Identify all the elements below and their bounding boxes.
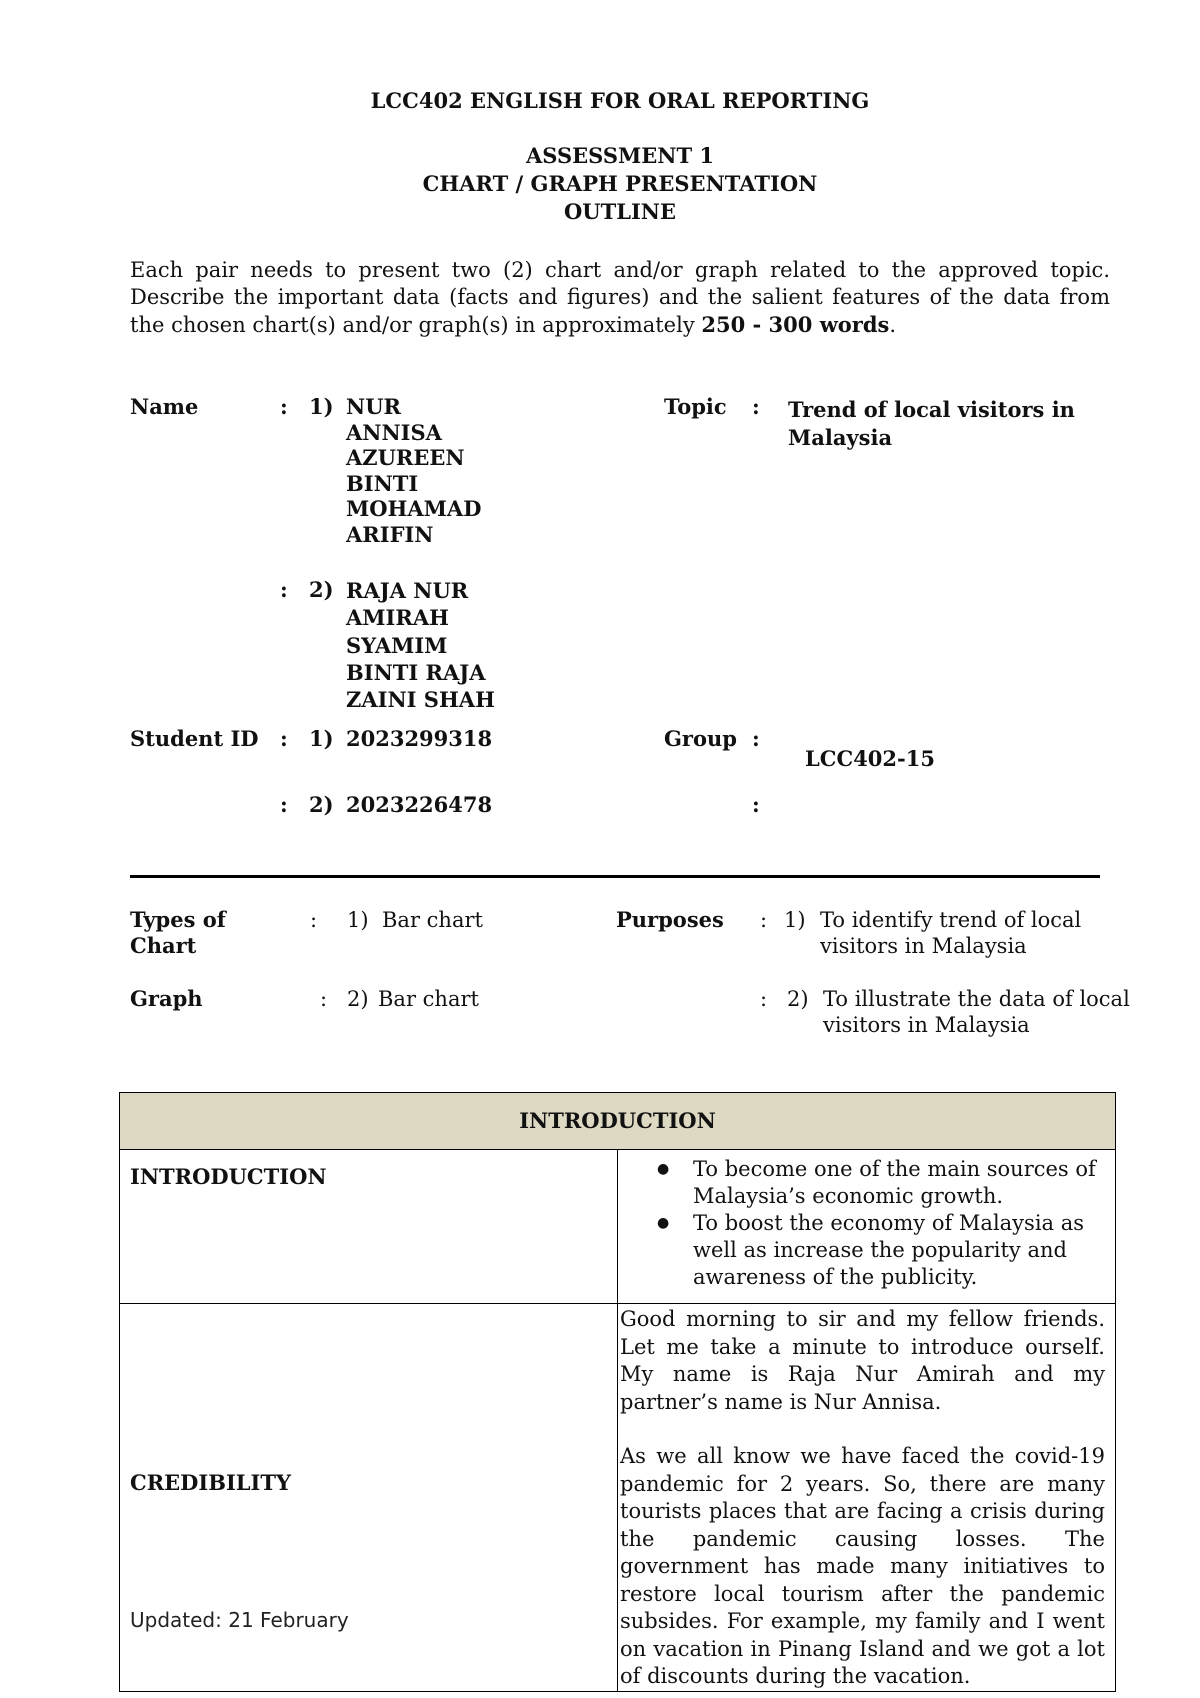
footer-updated: Updated: 21 February: [130, 1608, 349, 1632]
paragraph-spacer: [620, 1416, 1105, 1443]
student-id-2: 2023226478: [346, 792, 493, 817]
topic-colon: :: [752, 394, 760, 419]
name-colon-1: :: [280, 394, 288, 419]
name1-line: AZUREEN: [346, 445, 465, 471]
purpose2-line: To illustrate the data of local: [823, 987, 1130, 1011]
name1-line: ARIFIN: [346, 521, 434, 547]
name1-line: NUR: [346, 394, 401, 419]
table-heading: INTRODUCTION: [120, 1093, 1116, 1150]
name2-line: ZAINI SHAH: [346, 687, 495, 713]
student-name-1: [346, 394, 481, 548]
chart-type-1: Bar chart: [382, 908, 483, 932]
topic-line: Malaysia: [788, 425, 893, 450]
types-line: Types of: [130, 907, 226, 932]
chart-type-2: Bar chart: [378, 987, 479, 1011]
name2-line: AMIRAH: [346, 605, 449, 631]
introduction-points: [618, 1150, 1115, 1303]
purposes-colon-1: :: [760, 908, 768, 932]
name1-line: BINTI: [346, 470, 419, 496]
list-item: ● To boost the economy of Malaysia as well as increase the popularity and awareness of the publicity.: [693, 1210, 1105, 1291]
id-colon-1: :: [280, 726, 288, 751]
student-name-2: [346, 577, 495, 713]
graph-colon: :: [320, 987, 328, 1011]
presentation-subtitle: CHART / GRAPH PRESENTATION: [422, 171, 818, 196]
credibility-paragraph-1: Good morning to sir and my fellow friends. Let me take a minute to introduce ourself. My name is Raja Nur Amirah and my partner’s name is Nur Annisa.: [620, 1307, 1105, 1414]
name-number-2: 2): [309, 577, 334, 602]
instructions-text: Each pair needs to present two (2) chart and/or graph related to the approved topic. Describe the important data (facts and figures) and the salient features of the data from the chosen chart(s) and/or graph(s) in approximately: [130, 258, 1110, 337]
outline-table: [119, 1092, 1116, 1692]
group-colon-2: :: [752, 792, 760, 817]
id-number-1: 1): [309, 726, 334, 751]
credibility-paragraph-2: As we all know we have faced the covid-19 pandemic for 2 years. So, there are many tourists places that are facing a crisis during the pandemic causing losses. The government has made many initiatives to restore local tourism after the pandemic subsides. For example, my family and I went on vacation in Pinang Island and we got a lot of discounts during the vacation.: [620, 1444, 1105, 1688]
student-id-label: Student ID: [130, 726, 259, 751]
outline-title: OUTLINE: [563, 199, 677, 224]
topic-label: Topic: [664, 394, 727, 419]
types-of-chart-label: [130, 907, 226, 959]
types-colon: :: [310, 908, 318, 932]
section-divider: [130, 875, 1100, 878]
name2-line: BINTI RAJA: [346, 659, 486, 685]
purpose-number-2: 2): [787, 987, 809, 1011]
group-value: LCC402-15: [805, 746, 935, 771]
group-label: Group: [664, 726, 737, 751]
table-row: [120, 1150, 1116, 1304]
row-label-introduction: INTRODUCTION: [120, 1150, 618, 1304]
word-count: 250 - 300 words: [701, 312, 890, 337]
name-colon-2: :: [280, 577, 288, 602]
purposes-colon-2: :: [760, 987, 768, 1011]
instructions-end: .: [889, 313, 897, 337]
purposes-label: Purposes: [616, 907, 724, 932]
name2-line: SYAMIM: [346, 632, 448, 658]
purpose2-line: visitors in Malaysia: [823, 1013, 1030, 1037]
topic-line: Trend of local visitors in: [788, 397, 1075, 422]
purpose-number-1: 1): [784, 908, 806, 932]
row-label-credibility: CREDIBILITY: [120, 1304, 618, 1692]
introduction-points-cell: [618, 1150, 1116, 1304]
id-number-2: 2): [309, 792, 334, 817]
instructions-paragraph: [130, 257, 1110, 339]
credibility-cell: [618, 1304, 1116, 1692]
topic-value: [788, 396, 1075, 452]
purpose1-line: visitors in Malaysia: [820, 934, 1027, 958]
name-number-1: 1): [309, 394, 334, 419]
purpose1-line: To identify trend of local: [820, 908, 1082, 932]
name-label: Name: [130, 394, 199, 419]
student-id-1: 2023299318: [346, 726, 493, 751]
id-colon-2: :: [280, 792, 288, 817]
type-number-1: 1): [347, 908, 369, 932]
list-item: ● To become one of the main sources of Malaysia’s economic growth.: [693, 1156, 1105, 1210]
group-colon: :: [752, 726, 760, 751]
name1-line: MOHAMAD: [346, 496, 482, 522]
purpose-1: [820, 907, 1081, 959]
assessment-title: ASSESSMENT 1: [525, 143, 715, 168]
course-title: LCC402 ENGLISH FOR ORAL REPORTING: [370, 88, 870, 113]
name1-line: ANNISA: [346, 419, 442, 445]
purpose-2: [823, 986, 1130, 1038]
name2-line: RAJA NUR: [346, 578, 469, 603]
graph-label: Graph: [130, 986, 203, 1011]
type-number-2: 2): [347, 987, 369, 1011]
types-line: Chart: [130, 933, 197, 958]
